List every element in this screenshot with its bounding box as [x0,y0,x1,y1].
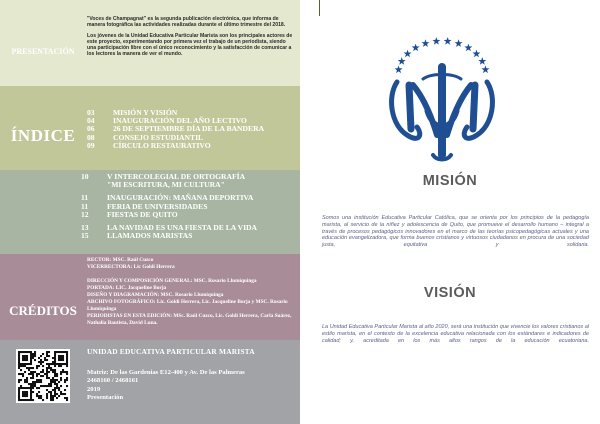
contact-info [87,348,293,403]
indice-item[interactable] [81,211,296,219]
indice-page: 11 [81,193,89,203]
school-name: UNIDAD EDUCATIVA PARTICULAR MARISTA [87,347,255,356]
creditos-band [0,254,300,340]
indice-page: 09 [87,140,95,150]
indice-title: FIESTAS DE QUITO [107,209,178,219]
indice-list-a [87,109,292,150]
mision-heading: MISIÓN [422,173,478,189]
indice-item[interactable] [81,232,296,240]
indice-page: 15 [81,231,89,241]
star-icon [455,39,463,47]
indice-page: 03 [87,108,95,117]
star-icon [464,44,472,52]
vision-heading: VISIÓN [423,285,477,301]
indice-band [0,86,300,170]
creditos-label: CRÉDITOS [9,303,77,318]
contacto-band [0,340,300,424]
presentacion-paragraph: Los jóvenes de la Unidad Educativa Particular Marista son los principales actores de este proyecto, experimentando por primera vez el trabajo de un periodista, siendo una participación libre con el único reconocimiento y la satisfacción de comunicar a los lectores la manera de ver el mundo. [87,32,293,58]
indice-title: CONSEJO ESTUDIANTIL [113,132,204,142]
star-icon [481,65,489,73]
indice-title: INAUGURACIÓN: MAÑANA DEPORTIVA [107,193,254,203]
indice-page: 04 [87,116,95,126]
presentacion-text [87,16,293,62]
star-icon [395,65,403,73]
creditos-list [87,257,293,327]
star-icon [478,57,486,65]
star-icon [421,39,429,47]
credit-line: ARCHIVO FOTOGRÁFICO: Lic. Goldi Herrera, Lic. Jacqueline Borja y MSC. Rosario Llumiquinga [87,299,288,312]
presentacion-band [0,0,300,86]
credit-line: RECTOR: MSC. Raúl Cuzco [87,257,154,263]
indice-page: 13 [81,222,89,232]
star-icon [412,44,420,52]
credit-line: PORTADA: LIC. Jacqueline Borja [87,285,167,291]
marian-monogram-icon [383,27,501,167]
indice-item[interactable] [87,142,292,150]
credit-line: DIRECCIÓN Y COMPOSICIÓN GENERAL: MSC. Rosario Llumiquinga [87,278,257,284]
credit-line: DISEÑO Y DIAGRAMACIÓN: MSC. Rosario Llumiquinga [87,292,224,298]
indice-title: MISIÓN Y VISIÓN [113,108,178,117]
credit-line: PERIODISTAS EN ESTA EDICIÓN: MSc. Raúl Cuzco, Lic. Goldi Herrera, Carla Suárez, Nathalia Bautista, David Luna. [87,313,292,326]
star-icon [444,37,452,45]
page-divider [319,0,320,16]
indice-item[interactable] [81,181,296,189]
school-address: Matriz: De las Gardenias E12-400 y Av. De las Palmeras [87,368,245,376]
indice-label: ÍNDICE [10,126,76,145]
school-phones: 2468160 / 2468161 [87,377,139,384]
indice-page: 06 [87,124,95,134]
indice-page: 08 [87,132,95,142]
indice-page: 10 [81,172,89,181]
indice-page: 11 [81,201,89,211]
presentacion-label: PRESENTACIÓN [11,47,75,56]
star-icon [432,37,440,45]
qr-code-icon[interactable] [16,349,70,403]
presentacion-paragraph: "Voces de Champagnat" es la segunda publicación electrónica, que informa de manera fotográfica las actividades realizadas durante el último trimestre del 2018. [87,16,286,29]
indice-title: "MI ESCRITURA, MI CULTURA" [107,180,225,190]
vision-text: La Unidad Educativa Particular Marista al año 2020, será una institución que vivencie los valores cristianos al estilo marista, en el contexto de la excelencia educativa relacionada con los estándares e indicadores de calidad; y, acreditada en los más altos rangos de la educación ecuatoriana. [322,324,589,344]
indice-title: LLAMADOS MARISTAS [107,231,193,241]
indice-title: INAUGURACIÓN DEL AÑO LECTIVO [113,116,247,126]
indice-page: 12 [81,209,89,219]
star-icon [472,50,480,58]
credit-line: VICERRECTORA: Lic Goldi Herrera [87,264,175,270]
indice-title: CÍRCULO RESTAURATIVO [113,140,211,150]
indice-title: FERIA DE UNIVERSIDADES [107,201,208,211]
indice-title: LA NAVIDAD ES UNA FIESTA DE LA VIDA [107,222,258,232]
star-icon [404,50,412,58]
mision-text: Somos una institución Educativa Particular Católica, que se orienta por los principios de la pedagogía marista, al servicio de la niñez y adolescencia de Quito, que promueve el desarrollo humano – integral a través de procesos pedagógicos innovadores en el marco de las teorías psicopedagógicas actuales y una educación evangelizadora, que forma buenos cristianos y virtuosos ciudadanos en procura de una sociedad justa, equitativa y solidaria. [322,215,589,249]
indice-band-2 [0,170,300,254]
indice-list-b [81,173,296,240]
footer-section: Presentación [87,394,124,401]
indice-title: 26 DE SEPTIEMBRE DÍA DE LA BANDERA [113,124,265,134]
star-icon [398,57,406,65]
edition-year: 2019 [87,385,101,393]
indice-title: V INTERCOLEGIAL DE ORTOGRAFÍA [107,172,246,181]
